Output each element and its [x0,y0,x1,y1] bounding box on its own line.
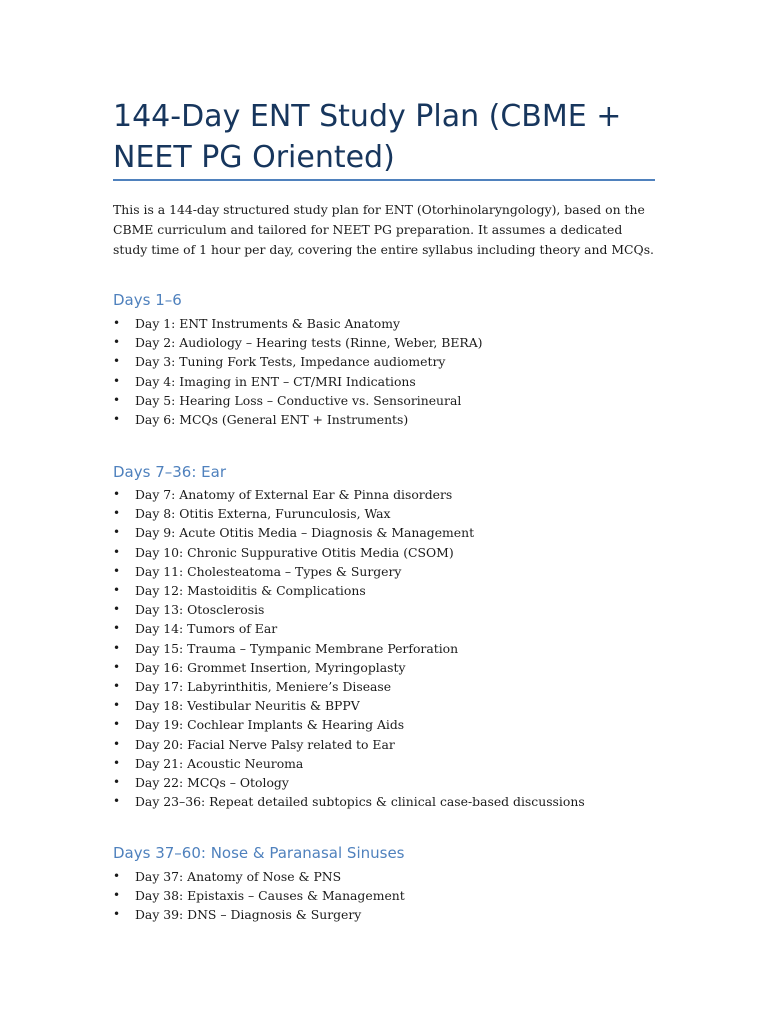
intro-paragraph: This is a 144-day structured study plan for ENT (Otorhinolaryngology), based on the CBME curriculum and tailored for NEET PG preparation. It assumes a dedicated study time of 1 hour per day, covering the entire syllabus including theory and MCQs. [113,202,654,257]
bullet-icon: • [113,392,121,407]
list-item: • Day 8: Otitis Externa, Furunculosis, Wax [113,504,673,523]
list-item: • Day 19: Cochlear Implants & Hearing Aids [113,715,673,734]
bullet-icon: • [113,679,121,694]
document-title: 144-Day ENT Study Plan (CBME + NEET PG Oriented) [113,99,622,175]
list-item: • Day 22: MCQs – Otology [113,773,673,792]
bullet-icon: • [113,412,121,427]
list-item: • Day 6: MCQs (General ENT + Instruments) [113,410,673,429]
list-item: • Day 10: Chronic Suppurative Otitis Media (CSOM) [113,543,673,562]
list-item: • Day 12: Mastoiditis & Complications [113,581,673,600]
list-item: • Day 21: Acoustic Neuroma [113,754,673,773]
title-underline [113,179,655,181]
bullet-icon: • [113,335,121,350]
bullet-icon: • [113,659,121,674]
bullet-icon: • [113,373,121,388]
list-item: • Day 3: Tuning Fork Tests, Impedance audiometry [113,352,673,371]
list-item: • Day 37: Anatomy of Nose & PNS [113,867,673,886]
bullet-icon: • [113,316,121,330]
list-item: • Day 14: Tumors of Ear [113,619,673,638]
section-list-days-1-6 [113,314,673,429]
list-item: • Day 39: DNS – Diagnosis & Surgery [113,905,673,924]
section-heading-ear: Days 7–36: Ear [113,463,226,481]
list-item: • Day 9: Acute Otitis Media – Diagnosis & Management [113,523,673,542]
list-item: • Day 15: Trauma – Tympanic Membrane Perforation [113,639,673,658]
bullet-icon: • [113,755,121,770]
list-item: • Day 23–36: Repeat detailed subtopics & clinical case-based discussions [113,792,673,811]
list-item: • Day 7: Anatomy of External Ear & Pinna disorders [113,485,673,504]
bullet-icon: • [113,888,121,903]
list-item: • Day 4: Imaging in ENT – CT/MRI Indications [113,372,673,391]
list-item: • Day 5: Hearing Loss – Conductive vs. Sensorineural [113,391,673,410]
section-heading-nose-paranasal-sinuses: Days 37–60: Nose & Paranasal Sinuses [113,844,405,862]
bullet-icon: • [113,487,121,501]
bullet-icon: • [113,525,121,540]
bullet-icon: • [113,354,121,369]
bullet-icon: • [113,794,121,809]
list-item: • Day 20: Facial Nerve Palsy related to Ear [113,735,673,754]
section-heading-days-1-6: Days 1–6 [113,291,182,309]
section-list-nose-paranasal-sinuses [113,867,673,925]
bullet-icon: • [113,775,121,790]
list-item: • Day 1: ENT Instruments & Basic Anatomy [113,314,673,333]
list-item: • Day 2: Audiology – Hearing tests (Rinne, Weber, BERA) [113,333,673,352]
bullet-icon: • [113,698,121,713]
bullet-icon: • [113,717,121,732]
list-item: • Day 38: Epistaxis – Causes & Management [113,886,673,905]
list-item: • Day 16: Grommet Insertion, Myringoplasty [113,658,673,677]
bullet-icon: • [113,563,121,578]
bullet-icon: • [113,640,121,655]
bullet-icon: • [113,869,121,883]
section-list-ear [113,485,673,811]
bullet-icon: • [113,544,121,559]
bullet-icon: • [113,907,121,922]
list-item: • Day 18: Vestibular Neuritis & BPPV [113,696,673,715]
list-item: • Day 13: Otosclerosis [113,600,673,619]
bullet-icon: • [113,736,121,751]
list-item: • Day 17: Labyrinthitis, Meniere’s Disease [113,677,673,696]
bullet-icon: • [113,621,121,636]
bullet-icon: • [113,583,121,598]
list-item: • Day 11: Cholesteatoma – Types & Surgery [113,562,673,581]
bullet-icon: • [113,506,121,521]
bullet-icon: • [113,602,121,617]
